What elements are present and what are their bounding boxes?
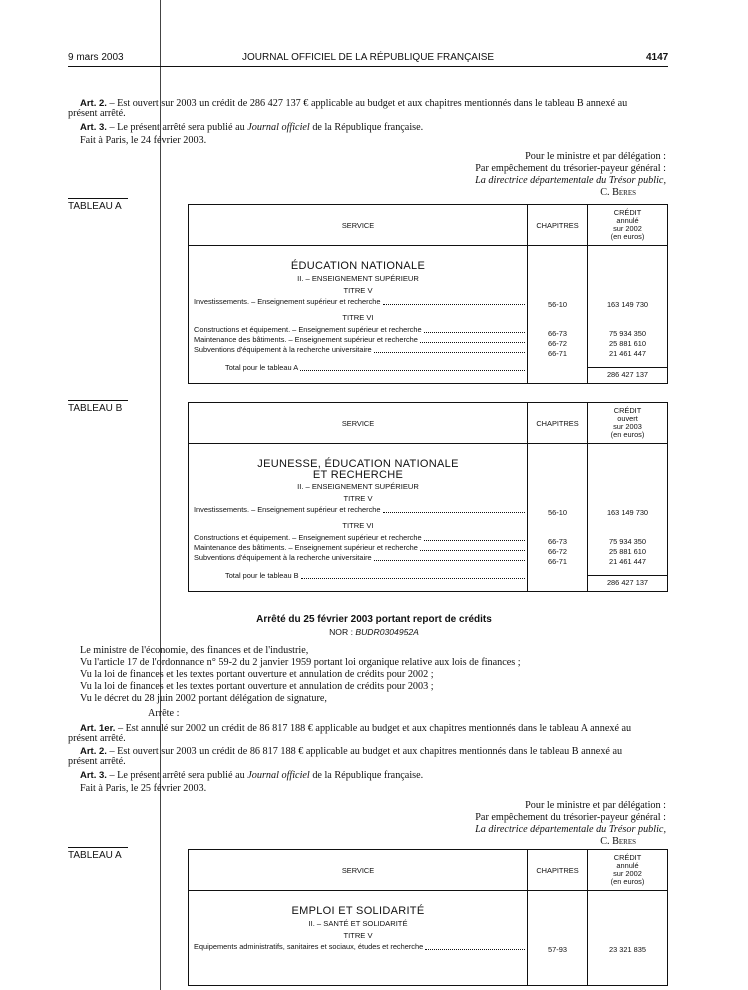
col-chapitres: CHAPITRES: [528, 850, 588, 891]
article-text: de la République française.: [309, 122, 424, 133]
col-credit-line: (en euros): [610, 232, 645, 241]
signatory-name: C. Beres: [600, 836, 636, 847]
ministry-title: ÉDUCATION NATIONALE: [290, 260, 426, 272]
col-credit-line: sur 2002: [613, 869, 642, 878]
col-service: SERVICE: [189, 205, 528, 246]
ministry-title: ET RECHERCHE: [312, 469, 404, 481]
preamble-line: Le ministre de l'économie, des finances et de l'industrie,: [80, 645, 309, 656]
credit-amount: 23 321 835: [609, 945, 646, 954]
row-label: Maintenance des bâtiments. – Enseignement supérieur et recherche: [194, 335, 418, 344]
tableau-b-table: [188, 402, 668, 592]
article-text: – Le présent arrêté sera publié au: [106, 770, 248, 781]
titre-heading: TITRE V: [343, 931, 373, 940]
col-credit: [588, 205, 668, 246]
article-label: Art. 3.: [80, 770, 107, 781]
section-title: II. – SANTÉ ET SOLIDARITÉ: [308, 919, 408, 928]
col-service: SERVICE: [189, 403, 528, 444]
total-label: Total pour le tableau A: [225, 363, 299, 372]
row-label: Investissements. – Enseignement supérieur et recherche: [194, 505, 381, 514]
row-label: Equipements administratifs, sanitaires et sociaux, études et recherche: [194, 942, 424, 951]
article-label: Art. 2.: [80, 746, 107, 757]
article-label: Art. 2.: [80, 98, 107, 109]
journal-name: Journal officiel: [247, 122, 310, 133]
signature-line: Par empêchement du trésorier-payeur général :: [475, 163, 666, 174]
article-text: – Le présent arrêté sera publié au: [106, 122, 248, 133]
credit-cell: [588, 246, 668, 384]
article-3-line: [80, 770, 423, 782]
article-label: Art. 3.: [80, 122, 107, 133]
total-amount: 286 427 137: [588, 367, 667, 383]
total-amount: 286 427 137: [588, 575, 667, 591]
article-2-line: [80, 746, 622, 758]
header-page-number: 4147: [646, 52, 669, 63]
tableau-a-table: [188, 204, 668, 384]
fait-a-paris: Fait à Paris, le 25 février 2003.: [80, 783, 207, 794]
article-3-line: [80, 122, 423, 134]
signature-line: La directrice départementale du Trésor public,: [475, 824, 666, 835]
chapter-code: 66-71: [548, 557, 567, 566]
chapitres-cell: [528, 891, 588, 986]
tableau-b-label: TABLEAU B: [68, 400, 128, 414]
service-cell: [189, 444, 528, 592]
total-label: Total pour le tableau B: [225, 571, 299, 580]
tableau-a-label: TABLEAU A: [68, 198, 128, 212]
article-2-line-2: présent arrêté.: [68, 756, 126, 767]
preamble-line: Vu l'article 17 de l'ordonnance n° 59-2 du 2 janvier 1959 portant loi organique relative aux lois de finances ;: [80, 657, 521, 668]
tableau-a-table-2: [188, 849, 668, 986]
header-rule: [68, 66, 668, 67]
table-row: [189, 345, 527, 355]
tableau-a-label: TABLEAU A: [68, 847, 128, 861]
table-row: [189, 325, 527, 335]
titre-heading: TITRE V: [343, 494, 373, 503]
titre-heading: TITRE VI: [342, 521, 374, 530]
col-credit-line: CRÉDIT: [613, 853, 642, 862]
row-label: Subventions d'équipement à la recherche universitaire: [194, 553, 372, 562]
preamble: [80, 645, 521, 705]
table-row: [189, 942, 527, 952]
header-title: JOURNAL OFFICIEL DE LA RÉPUBLIQUE FRANÇAISE: [242, 52, 495, 63]
total-row: [189, 363, 527, 376]
credit-amount: 21 461 447: [609, 557, 646, 566]
fait-a-paris: Fait à Paris, le 24 février 2003.: [80, 135, 207, 146]
table-row: [189, 297, 527, 307]
chapter-code: 66-72: [548, 547, 567, 556]
preamble-line: Vu la loi de finances et les textes portant ouverture et annulation de crédits pour 2003 ;: [80, 681, 434, 692]
row-label: Constructions et équipement. – Enseignement supérieur et recherche: [194, 533, 422, 542]
credit-amount: 163 149 730: [606, 508, 649, 517]
service-cell: [189, 246, 528, 384]
nor-line: [0, 627, 748, 637]
article-text: – Est annulé sur 2002 un crédit de 86 817 188 € applicable au budget et aux chapitres mentionnés dans le tableau A annexé au: [115, 723, 632, 734]
col-credit-line: (en euros): [610, 877, 645, 886]
row-label: Investissements. – Enseignement supérieur et recherche: [194, 297, 381, 306]
scan-fold-line: [160, 0, 161, 990]
col-credit-line: annulé: [616, 216, 639, 225]
chapter-code: 57-93: [548, 945, 567, 954]
ministry-title: EMPLOI ET SOLIDARITÉ: [291, 905, 425, 917]
col-credit-line: CRÉDIT: [613, 406, 642, 415]
article-1-line: [80, 723, 631, 735]
arrete-word: Arrête :: [148, 708, 180, 719]
section-title: II. – ENSEIGNEMENT SUPÉRIEUR: [297, 482, 419, 491]
col-credit-line: CRÉDIT: [613, 208, 642, 217]
credit-amount: 25 881 610: [609, 339, 646, 348]
article-2-line: [80, 98, 627, 110]
total-row: [189, 571, 527, 584]
service-cell: [189, 891, 528, 986]
col-credit-line: (en euros): [610, 430, 645, 439]
article-label: Art. 1er.: [80, 723, 116, 734]
signature-line: Par empêchement du trésorier-payeur général :: [475, 812, 666, 823]
col-chapitres: CHAPITRES: [528, 205, 588, 246]
credit-amount: 75 934 350: [609, 537, 646, 546]
row-label: Subventions d'équipement à la recherche universitaire: [194, 345, 372, 354]
col-credit: [588, 850, 668, 891]
chapter-code: 66-73: [548, 537, 567, 546]
chapter-code: 56-10: [548, 508, 567, 517]
signature-block: [475, 151, 666, 199]
article-1-line-2: présent arrêté.: [68, 733, 126, 744]
article-text: de la République française.: [309, 770, 424, 781]
table-row: [189, 553, 527, 563]
table-row: [189, 533, 527, 543]
chapter-code: 66-73: [548, 329, 567, 338]
titre-heading: TITRE VI: [342, 313, 374, 322]
nor-label: NOR :: [329, 627, 356, 637]
chapter-code: 66-71: [548, 349, 567, 358]
nor-code: BUDR0304952A: [355, 627, 419, 637]
col-credit-line: sur 2002: [613, 224, 642, 233]
chapter-code: 56-10: [548, 300, 567, 309]
row-label: Constructions et équipement. – Enseignement supérieur et recherche: [194, 325, 422, 334]
journal-name: Journal officiel: [247, 770, 310, 781]
credit-amount: 75 934 350: [609, 329, 646, 338]
credit-amount: 25 881 610: [609, 547, 646, 556]
article-2-line-2: présent arrêté.: [68, 108, 126, 119]
preamble-line: Vu la loi de finances et les textes portant ouverture et annulation de crédits pour 2002 ;: [80, 669, 434, 680]
credit-cell: [588, 444, 668, 592]
table-row: [189, 505, 527, 515]
signature-line: Pour le ministre et par délégation :: [525, 151, 666, 162]
table-row: [189, 543, 527, 553]
chapitres-cell: [528, 246, 588, 384]
col-credit-line: annulé: [616, 861, 639, 870]
signature-block: [475, 800, 666, 848]
col-chapitres: CHAPITRES: [528, 403, 588, 444]
signature-line: Pour le ministre et par délégation :: [525, 800, 666, 811]
signatory-name: C. Beres: [600, 187, 636, 198]
header-date: 9 mars 2003: [68, 52, 124, 63]
col-credit-line: sur 2003: [613, 422, 642, 431]
credit-amount: 21 461 447: [609, 349, 646, 358]
col-credit-line: ouvert: [617, 414, 638, 423]
credit-cell: [588, 891, 668, 986]
titre-heading: TITRE V: [343, 286, 373, 295]
article-text: – Est ouvert sur 2003 un crédit de 86 817 188 € applicable au budget et aux chapitres mentionnés dans le tableau B annexé au: [106, 746, 623, 757]
article-text: – Est ouvert sur 2003 un crédit de 286 427 137 € applicable au budget et aux chapitres mentionnés dans le tableau B annexé au: [106, 98, 628, 109]
section-title: II. – ENSEIGNEMENT SUPÉRIEUR: [297, 274, 419, 283]
row-label: Maintenance des bâtiments. – Enseignement supérieur et recherche: [194, 543, 418, 552]
arrete-title: Arrêté du 25 février 2003 portant report de crédits: [256, 614, 492, 625]
col-service: SERVICE: [189, 850, 528, 891]
credit-amount: 163 149 730: [606, 300, 649, 309]
chapitres-cell: [528, 444, 588, 592]
preamble-line: Vu le décret du 28 juin 2002 portant délégation de signature,: [80, 693, 327, 704]
col-credit: [588, 403, 668, 444]
table-row: [189, 335, 527, 345]
signature-line: La directrice départementale du Trésor public,: [475, 175, 666, 186]
chapter-code: 66-72: [548, 339, 567, 348]
ministry-title: JEUNESSE, ÉDUCATION NATIONALE: [257, 458, 459, 470]
